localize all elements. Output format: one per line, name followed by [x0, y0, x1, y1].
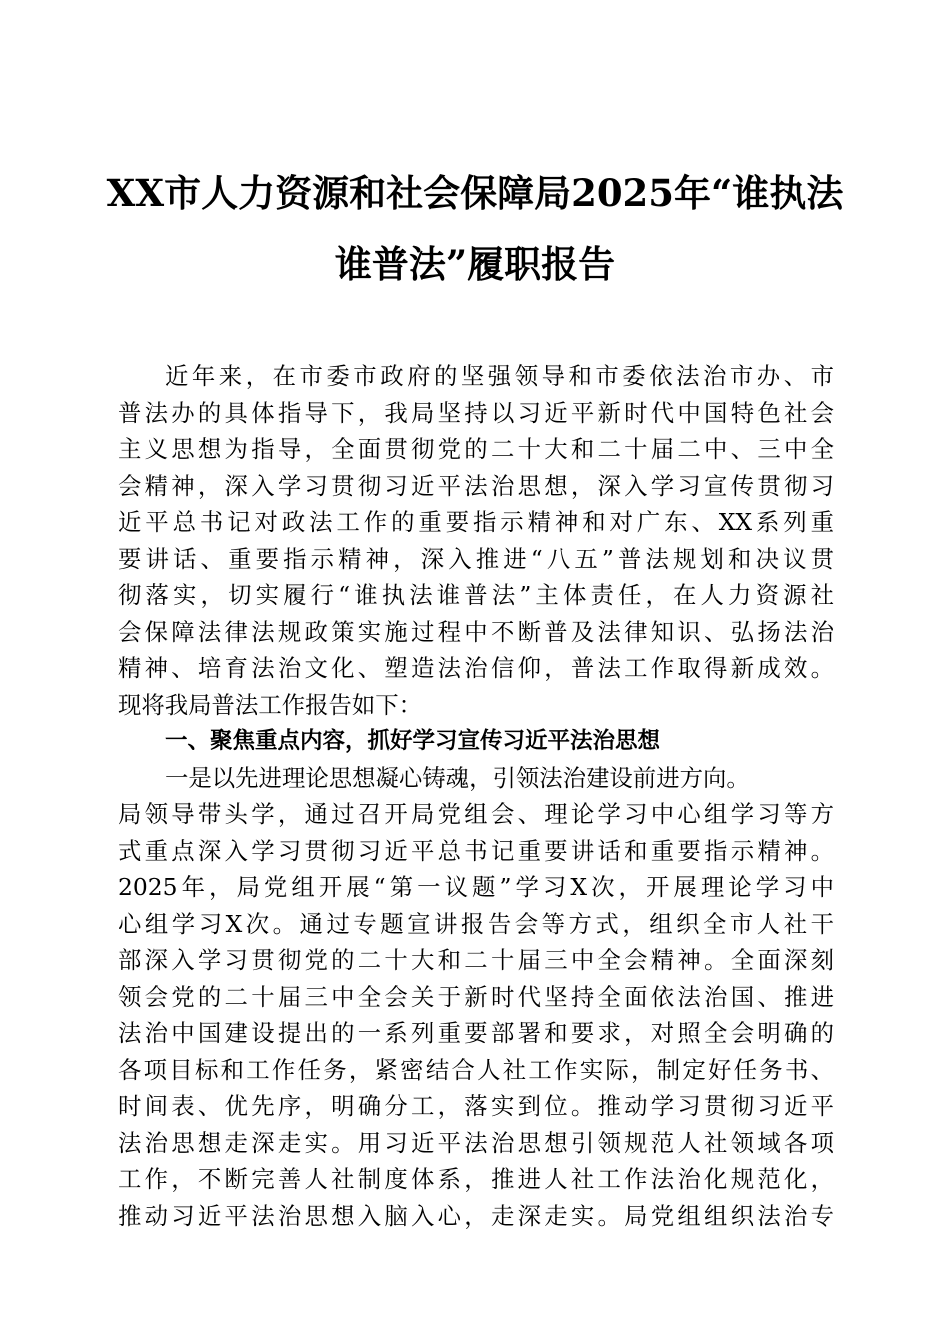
text-line: 会保障法律法规政策实施过程中不断普及法律知识、弘扬法治 [118, 617, 834, 646]
text-line: 各项目标和工作任务，紧密结合人社工作实际，制定好任务书、 [118, 1055, 834, 1084]
text-line: 精神、培育法治文化、塑造法治信仰，普法工作取得新成效。 [118, 654, 834, 682]
text-line: 时间表、优先序，明确分工，落实到位。推动学习贯彻习近平 [118, 1092, 834, 1120]
text-line: 近年来，在市委市政府的坚强领导和市委依法治市办、市 [165, 362, 834, 390]
text-line: 心组学习X次。通过专题宣讲报告会等方式，组织全市人社干 [118, 909, 834, 938]
text-line: 法治思想走深走实。用习近平法治思想引领规范人社领域各项 [118, 1128, 834, 1157]
text-line: 工作，不断完善人社制度体系，推进人社工作法治化规范化， [118, 1165, 834, 1193]
document-title-line-2: 谁普法”履职报告 [334, 242, 616, 286]
text-line: 法治中国建设提出的一系列重要部署和要求，对照全会明确的 [118, 1019, 834, 1047]
text-line: 部深入学习贯彻党的二十大和二十届三中全会精神。全面深刻 [118, 946, 834, 974]
text-line: 现将我局普法工作报告如下： [118, 690, 423, 719]
text-line: 一是以先进理论思想凝心铸魂，引领法治建设前进方向。 [165, 763, 750, 792]
text-line: 会精神，深入学习贯彻习近平法治思想，深入学习宣传贯彻习 [118, 471, 834, 500]
text-line: 式重点深入学习贯彻习近平总书记重要讲话和重要指示精神。 [118, 836, 834, 865]
text-line: 彻落实，切实履行“谁执法谁普法”主体责任，在人力资源社 [118, 581, 834, 609]
document-body [118, 358, 834, 1234]
paragraph-intro [118, 358, 834, 723]
text-line: 推动习近平法治思想入脑入心，走深走实。局党组组织法治专 [118, 1201, 834, 1230]
section-heading-1: 一、聚焦重点内容，抓好学习宣传习近平法治思想 [165, 728, 661, 754]
text-line: 主义思想为指导，全面贯彻党的二十大和二十届二中、三中全 [118, 435, 834, 463]
paragraph-section-1 [118, 760, 834, 1235]
text-line: 领会党的二十届三中全会关于新时代坚持全面依法治国、推进 [118, 982, 834, 1011]
text-line: 普法办的具体指导下，我局坚持以习近平新时代中国特色社会 [118, 398, 834, 427]
text-line: 局领导带头学，通过召开局党组会、理论学习中心组学习等方 [118, 800, 834, 828]
document-title-line-1: XX市人力资源和社会保障局2025年“谁执法 [106, 171, 844, 215]
text-line: 近平总书记对政法工作的重要指示精神和对广东、XX系列重 [118, 508, 834, 536]
text-line: 要讲话、重要指示精神，深入推进“八五”普法规划和决议贯 [118, 544, 834, 573]
text-line: 2025年，局党组开展“第一议题”学习X次，开展理论学习中 [118, 873, 834, 901]
